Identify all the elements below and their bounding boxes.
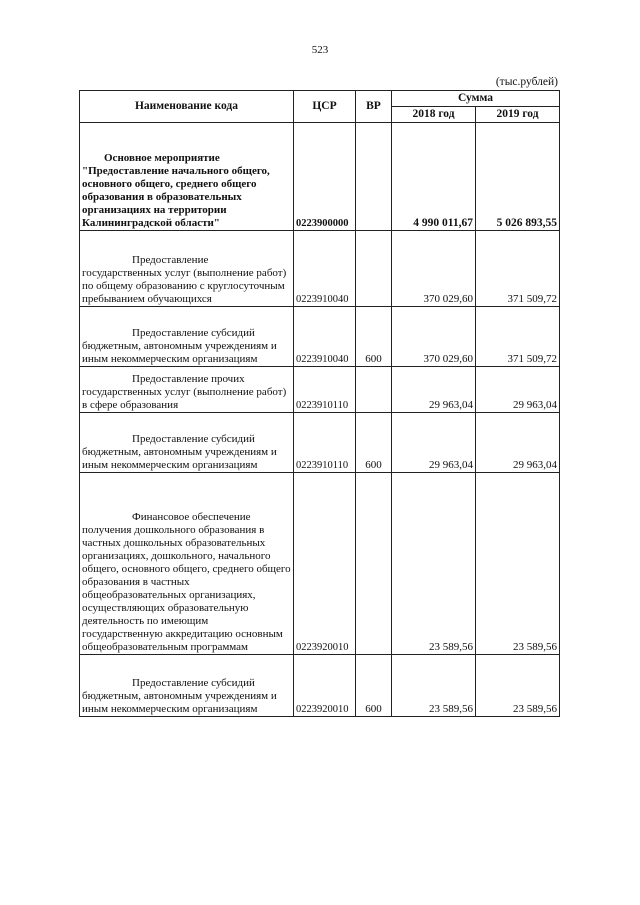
header-year-2018: 2018 год: [392, 107, 476, 123]
row-2018: 23 589,56: [392, 655, 476, 717]
row-2019: 5 026 893,55: [476, 123, 560, 231]
row-2019: 23 589,56: [476, 473, 560, 655]
header-name: Наименование кода: [80, 91, 294, 123]
header-csr: ЦСР: [294, 91, 356, 123]
table-row: [80, 123, 560, 231]
row-2019: 23 589,56: [476, 655, 560, 717]
table-row: [80, 473, 560, 655]
row-vr: 600: [356, 413, 392, 473]
table-row: [80, 307, 560, 367]
row-csr: 0223910040: [294, 307, 356, 367]
row-csr: 0223910040: [294, 231, 356, 307]
page-number: 523: [311, 44, 329, 56]
row-vr: 600: [356, 307, 392, 367]
row-2018: 29 963,04: [392, 413, 476, 473]
row-2018: 29 963,04: [392, 367, 476, 413]
row-2018: 370 029,60: [392, 307, 476, 367]
row-2019: 29 963,04: [476, 367, 560, 413]
row-name: Предоставление субсидий бюджетным, автономным учреждениям и иным некоммерческим организациям: [80, 307, 294, 367]
row-vr: [356, 123, 392, 231]
row-csr: 0223920010: [294, 655, 356, 717]
row-2019: 371 509,72: [476, 307, 560, 367]
row-csr: 0223910110: [294, 413, 356, 473]
table-row: [80, 367, 560, 413]
table-row: [80, 231, 560, 307]
budget-table: [79, 90, 560, 717]
row-name: Предоставление государственных услуг (выполнение работ) по общему образованию с круглосуточным пребыванием обучающихся: [80, 231, 294, 307]
header-sum: Сумма: [392, 91, 560, 107]
row-name: Основное мероприятие "Предоставление начального общего, основного общего, среднего общего образования в образовательных организациях на территории Калининградской области": [80, 123, 294, 231]
units-label: (тыс.рублей): [495, 76, 558, 88]
row-name: Финансовое обеспечение получения дошкольного образования в частных дошкольных образовательных организациях, дошкольного, начального общего, основного общего, среднего общего образования в частных общеобразовательных организациях, осуществляющих образовательную деятельность по имеющим государственную аккредитацию основным общеобразовательным программам: [80, 473, 294, 655]
row-name: Предоставление прочих государственных услуг (выполнение работ) в сфере образования: [80, 367, 294, 413]
row-csr: 0223910110: [294, 367, 356, 413]
row-vr: [356, 367, 392, 413]
row-vr: 600: [356, 655, 392, 717]
row-csr: 0223900000: [294, 123, 356, 231]
row-2018: 23 589,56: [392, 473, 476, 655]
header-year-2019: 2019 год: [476, 107, 560, 123]
row-2019: 371 509,72: [476, 231, 560, 307]
row-name: Предоставление субсидий бюджетным, автономным учреждениям и иным некоммерческим организациям: [80, 655, 294, 717]
header-row: [80, 91, 560, 107]
header-vr: ВР: [356, 91, 392, 123]
row-2019: 29 963,04: [476, 413, 560, 473]
row-csr: 0223920010: [294, 473, 356, 655]
table-row: [80, 655, 560, 717]
row-vr: [356, 473, 392, 655]
row-2018: 370 029,60: [392, 231, 476, 307]
row-2018: 4 990 011,67: [392, 123, 476, 231]
row-name: Предоставление субсидий бюджетным, автономным учреждениям и иным некоммерческим организациям: [80, 413, 294, 473]
row-vr: [356, 231, 392, 307]
table-row: [80, 413, 560, 473]
